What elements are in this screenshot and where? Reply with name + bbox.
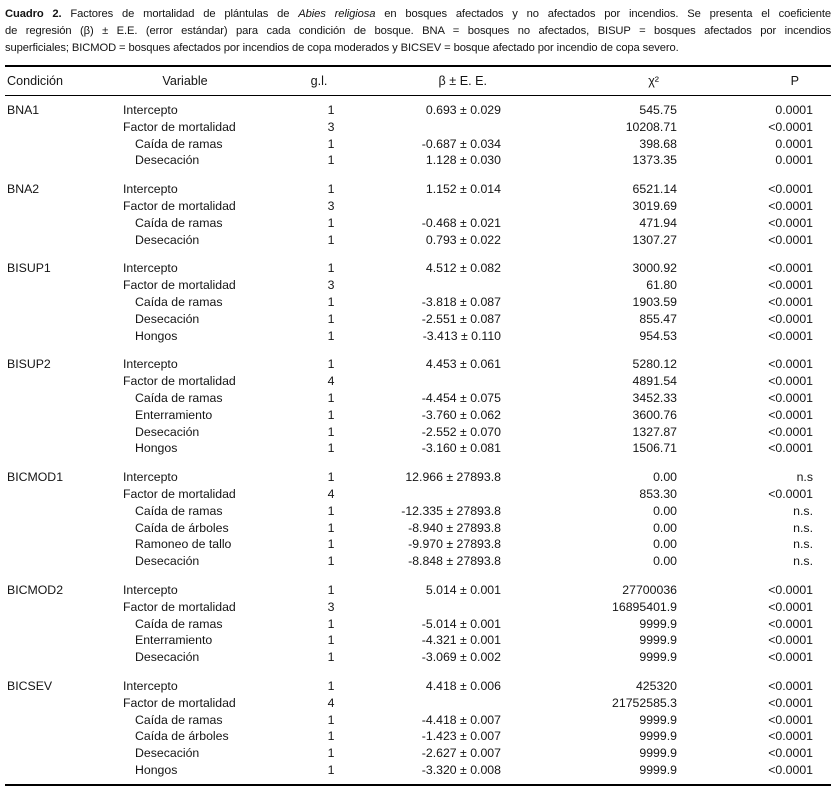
table-section-bisup2 xyxy=(5,356,831,457)
cell-chi-square: 9999.9 xyxy=(639,633,677,648)
cell-chi-square: 471.94 xyxy=(639,215,677,230)
cell-beta-ee: 5.014 ± 0.001 xyxy=(425,582,501,597)
cell-chi-square: 954.53 xyxy=(639,328,677,343)
cell-chi-square: 1903.59 xyxy=(632,294,677,309)
cell-p: <0.0001 xyxy=(768,441,813,456)
cell-gl: 3 xyxy=(327,278,335,293)
cell-beta-ee: -3.320 ± 0.008 xyxy=(421,762,501,777)
cell-beta-ee: -5.014 ± 0.001 xyxy=(421,616,501,631)
col-header-gl: g.l. xyxy=(310,74,328,88)
cell-gl: 1 xyxy=(327,746,335,761)
cell-variable: Caída de ramas xyxy=(135,712,223,727)
cell-beta-ee xyxy=(355,373,515,390)
table-row xyxy=(5,136,831,153)
cell-p: <0.0001 xyxy=(768,407,813,422)
cell-gl: 4 xyxy=(327,374,335,389)
cell-beta-ee xyxy=(355,486,515,503)
cell-condition xyxy=(5,745,115,762)
cell-gl: 1 xyxy=(327,537,335,552)
cell-beta-ee xyxy=(355,695,515,712)
data-table xyxy=(5,65,831,786)
cell-condition: BICMOD2 xyxy=(7,582,64,597)
cell-variable: Desecación xyxy=(135,554,200,569)
cell-gl: 1 xyxy=(327,407,335,422)
col-header-condicion: Condición xyxy=(7,74,64,88)
col-header-chi-square: χ² xyxy=(648,74,659,88)
cell-beta-ee: -0.468 ± 0.021 xyxy=(421,215,501,230)
caption-line-1 xyxy=(5,6,831,23)
cell-beta-ee xyxy=(355,198,515,215)
table-row xyxy=(5,762,831,779)
cell-variable: Ramoneo de tallo xyxy=(135,537,232,552)
table-row xyxy=(5,712,831,729)
cell-condition xyxy=(5,373,115,390)
cell-p: <0.0001 xyxy=(768,424,813,439)
cell-condition: BISUP1 xyxy=(7,261,51,276)
cell-p: n.s. xyxy=(793,554,813,569)
cell-variable: Factor de mortalidad xyxy=(123,198,236,213)
cell-chi-square: 853.30 xyxy=(639,486,677,501)
cell-beta-ee: 4.512 ± 0.082 xyxy=(425,261,501,276)
table-row xyxy=(5,503,831,520)
cell-beta-ee: -3.069 ± 0.002 xyxy=(421,650,501,665)
col-header-beta-ee: β ± E. E. xyxy=(438,74,487,88)
table-section-bna1 xyxy=(5,102,831,169)
cell-p: <0.0001 xyxy=(768,311,813,326)
cell-chi-square: 3000.92 xyxy=(632,261,677,276)
caption-text: Factores de mortalidad de plántulas de xyxy=(61,8,299,20)
cell-gl: 1 xyxy=(327,520,335,535)
cell-chi-square: 9999.9 xyxy=(639,746,677,761)
cell-p: <0.0001 xyxy=(768,215,813,230)
cell-condition xyxy=(5,712,115,729)
table-row xyxy=(5,469,831,486)
cell-beta-ee: -4.321 ± 0.001 xyxy=(421,633,501,648)
cell-chi-square: 0.00 xyxy=(653,520,677,535)
cell-chi-square: 9999.9 xyxy=(639,712,677,727)
cell-gl: 1 xyxy=(327,729,335,744)
cell-variable: Factor de mortalidad xyxy=(123,278,236,293)
cell-condition xyxy=(5,503,115,520)
cell-beta-ee: -8.940 ± 27893.8 xyxy=(408,520,501,535)
cell-variable: Intercepto xyxy=(123,103,178,117)
cell-gl: 1 xyxy=(327,678,335,693)
table-row xyxy=(5,198,831,215)
cell-p: n.s xyxy=(796,470,813,485)
cell-gl: 1 xyxy=(327,582,335,597)
cell-p: <0.0001 xyxy=(768,582,813,597)
table-row xyxy=(5,407,831,424)
cell-condition xyxy=(5,599,115,616)
cell-p: 0.0001 xyxy=(775,153,813,168)
cell-p: <0.0001 xyxy=(768,328,813,343)
cell-chi-square: 9999.9 xyxy=(639,616,677,631)
cell-gl: 1 xyxy=(327,357,335,372)
cell-condition xyxy=(5,119,115,136)
table-row xyxy=(5,232,831,249)
cell-condition xyxy=(5,407,115,424)
cell-variable: Caída de ramas xyxy=(135,294,223,309)
cell-gl: 4 xyxy=(327,486,335,501)
cell-gl: 1 xyxy=(327,182,335,197)
cell-condition xyxy=(5,390,115,407)
table-row xyxy=(5,695,831,712)
cell-beta-ee: 4.453 ± 0.061 xyxy=(425,357,501,372)
cell-gl: 1 xyxy=(327,328,335,343)
cell-variable: Desecación xyxy=(135,153,200,168)
cell-condition: BICSEV xyxy=(7,678,53,693)
cell-beta-ee: -3.413 ± 0.110 xyxy=(422,328,501,343)
cell-chi-square: 1307.27 xyxy=(632,232,677,247)
cell-condition: BISUP2 xyxy=(7,357,51,372)
cell-chi-square: 27700036 xyxy=(622,582,677,597)
cell-p: <0.0001 xyxy=(768,762,813,777)
cell-condition xyxy=(5,152,115,169)
cell-condition xyxy=(5,649,115,666)
cell-gl: 3 xyxy=(327,198,335,213)
cell-beta-ee: 4.418 ± 0.006 xyxy=(425,678,501,693)
cell-chi-square: 3452.33 xyxy=(632,390,677,405)
cell-variable: Desecación xyxy=(135,232,200,247)
cell-gl: 1 xyxy=(327,153,335,168)
cell-variable: Factor de mortalidad xyxy=(123,374,236,389)
cell-chi-square: 1327.87 xyxy=(632,424,677,439)
cell-variable: Desecación xyxy=(135,424,200,439)
cell-beta-ee xyxy=(355,119,515,136)
table-row xyxy=(5,440,831,457)
table-header-row xyxy=(5,67,831,96)
cell-p: <0.0001 xyxy=(768,232,813,247)
cell-condition xyxy=(5,294,115,311)
table-row xyxy=(5,311,831,328)
cell-beta-ee: -4.418 ± 0.007 xyxy=(421,712,501,727)
cell-condition xyxy=(5,762,115,779)
table-row xyxy=(5,294,831,311)
caption-label: Cuadro 2. xyxy=(5,8,62,20)
cell-beta-ee: 1.152 ± 0.014 xyxy=(425,182,501,197)
cell-beta-ee xyxy=(355,599,515,616)
cell-beta-ee: 12.966 ± 27893.8 xyxy=(405,470,501,485)
cell-chi-square: 0.00 xyxy=(653,537,677,552)
cell-gl: 4 xyxy=(327,695,335,710)
table-row xyxy=(5,356,831,373)
cell-chi-square: 16895401.9 xyxy=(612,599,677,614)
cell-chi-square: 545.75 xyxy=(639,103,677,117)
cell-condition: BNA2 xyxy=(7,182,40,197)
table-row xyxy=(5,649,831,666)
cell-variable: Caída de ramas xyxy=(135,503,223,518)
cell-gl: 1 xyxy=(327,441,335,456)
cell-condition xyxy=(5,311,115,328)
cell-chi-square: 3600.76 xyxy=(632,407,677,422)
cell-gl: 3 xyxy=(327,599,335,614)
cell-p: <0.0001 xyxy=(768,650,813,665)
cell-p: <0.0001 xyxy=(768,294,813,309)
cell-chi-square: 398.68 xyxy=(639,136,677,151)
cell-p: <0.0001 xyxy=(768,633,813,648)
col-header-p: P xyxy=(790,74,799,88)
cell-beta-ee xyxy=(355,277,515,294)
caption-line-2: de regresión (β) ± E.E. (error estándar) para cada condición de bosque. BNA = bosques no afectados, BISUP = bosques afectados por incendios xyxy=(5,25,831,37)
table-section-bisup1 xyxy=(5,260,831,344)
table-row xyxy=(5,582,831,599)
cell-chi-square: 61.80 xyxy=(646,278,677,293)
cell-beta-ee: -3.760 ± 0.062 xyxy=(421,407,501,422)
table-body xyxy=(5,96,831,784)
table-section-bicsev xyxy=(5,678,831,779)
cell-gl: 1 xyxy=(327,311,335,326)
cell-chi-square: 9999.9 xyxy=(639,650,677,665)
table-section-bicmod1 xyxy=(5,469,831,570)
cell-chi-square: 9999.9 xyxy=(639,729,677,744)
cell-condition: BICMOD1 xyxy=(7,470,64,485)
cell-chi-square: 0.00 xyxy=(653,554,677,569)
cell-condition xyxy=(5,536,115,553)
cell-gl: 1 xyxy=(327,390,335,405)
cell-beta-ee: -2.552 ± 0.070 xyxy=(421,424,501,439)
cell-chi-square: 3019.69 xyxy=(632,198,677,213)
cell-p: <0.0001 xyxy=(768,616,813,631)
cell-variable: Enterramiento xyxy=(135,633,213,648)
species-name: Abies religiosa xyxy=(298,8,376,20)
cell-variable: Factor de mortalidad xyxy=(123,486,236,501)
table-row xyxy=(5,520,831,537)
cell-beta-ee: -3.818 ± 0.087 xyxy=(421,294,501,309)
cell-variable: Desecación xyxy=(135,650,200,665)
cell-condition xyxy=(5,553,115,570)
table-row xyxy=(5,424,831,441)
cell-condition xyxy=(5,232,115,249)
cell-condition xyxy=(5,632,115,649)
cell-beta-ee: 0.693 ± 0.029 xyxy=(425,103,501,117)
cell-p: <0.0001 xyxy=(768,599,813,614)
cell-gl: 1 xyxy=(327,103,335,117)
cell-variable: Intercepto xyxy=(123,470,178,485)
cell-variable: Caída de ramas xyxy=(135,616,223,631)
cell-beta-ee: -2.551 ± 0.087 xyxy=(421,311,501,326)
cell-chi-square: 855.47 xyxy=(639,311,677,326)
cell-gl: 3 xyxy=(327,119,335,134)
table-row xyxy=(5,728,831,745)
cell-chi-square: 5280.12 xyxy=(632,357,677,372)
cell-p: <0.0001 xyxy=(768,712,813,727)
cell-variable: Intercepto xyxy=(123,678,178,693)
cell-gl: 1 xyxy=(327,136,335,151)
table-row xyxy=(5,215,831,232)
table-row xyxy=(5,632,831,649)
table-row xyxy=(5,328,831,345)
cell-variable: Hongos xyxy=(135,328,178,343)
cell-gl: 1 xyxy=(327,712,335,727)
cell-variable: Caída de ramas xyxy=(135,215,223,230)
cell-variable: Hongos xyxy=(135,762,178,777)
cell-chi-square: 9999.9 xyxy=(639,762,677,777)
cell-gl: 1 xyxy=(327,616,335,631)
cell-variable: Desecación xyxy=(135,311,200,326)
cell-p: <0.0001 xyxy=(768,486,813,501)
cell-p: n.s. xyxy=(793,520,813,535)
cell-beta-ee: -2.627 ± 0.007 xyxy=(421,746,501,761)
cell-chi-square: 0.00 xyxy=(653,503,677,518)
cell-variable: Factor de mortalidad xyxy=(123,695,236,710)
cell-p: n.s. xyxy=(793,503,813,518)
table-row xyxy=(5,390,831,407)
cell-chi-square: 0.00 xyxy=(653,470,677,485)
table-section-bna2 xyxy=(5,181,831,248)
table-row xyxy=(5,536,831,553)
table-row xyxy=(5,616,831,633)
cell-chi-square: 1373.35 xyxy=(632,153,677,168)
table-caption xyxy=(5,6,831,57)
cell-p: 0.0001 xyxy=(775,103,813,117)
table-row xyxy=(5,260,831,277)
cell-p: <0.0001 xyxy=(768,746,813,761)
cell-variable: Intercepto xyxy=(123,261,178,276)
cell-variable: Intercepto xyxy=(123,182,178,197)
cell-variable: Caída de ramas xyxy=(135,136,223,151)
cell-variable: Intercepto xyxy=(123,582,178,597)
table-row xyxy=(5,102,831,119)
cell-p: <0.0001 xyxy=(768,374,813,389)
cell-p: <0.0001 xyxy=(768,261,813,276)
cell-condition xyxy=(5,328,115,345)
cell-gl: 1 xyxy=(327,650,335,665)
cell-gl: 1 xyxy=(327,503,335,518)
cell-p: <0.0001 xyxy=(768,278,813,293)
cell-condition xyxy=(5,728,115,745)
cell-p: <0.0001 xyxy=(768,390,813,405)
cell-beta-ee: -0.687 ± 0.034 xyxy=(421,136,501,151)
cell-chi-square: 1506.71 xyxy=(632,441,677,456)
cell-gl: 1 xyxy=(327,554,335,569)
cell-p: <0.0001 xyxy=(768,198,813,213)
table-row xyxy=(5,373,831,390)
cell-p: <0.0001 xyxy=(768,729,813,744)
cell-condition xyxy=(5,486,115,503)
cell-variable: Factor de mortalidad xyxy=(123,119,236,134)
cell-variable: Factor de mortalidad xyxy=(123,599,236,614)
cell-condition xyxy=(5,695,115,712)
cell-beta-ee: -8.848 ± 27893.8 xyxy=(408,554,501,569)
cell-p: 0.0001 xyxy=(775,136,813,151)
cell-condition xyxy=(5,520,115,537)
cell-gl: 1 xyxy=(327,762,335,777)
cell-chi-square: 21752585.3 xyxy=(612,695,677,710)
table-row xyxy=(5,486,831,503)
cell-variable: Caída de ramas xyxy=(135,390,223,405)
cell-variable: Enterramiento xyxy=(135,407,213,422)
cell-p: n.s. xyxy=(793,537,813,552)
cell-variable: Caída de árboles xyxy=(135,729,229,744)
table-row xyxy=(5,181,831,198)
cell-gl: 1 xyxy=(327,633,335,648)
table-row xyxy=(5,277,831,294)
cell-p: <0.0001 xyxy=(768,695,813,710)
cell-beta-ee: 1.128 ± 0.030 xyxy=(425,153,501,168)
cell-gl: 1 xyxy=(327,261,335,276)
cell-gl: 1 xyxy=(327,294,335,309)
table-row xyxy=(5,152,831,169)
cell-variable: Intercepto xyxy=(123,357,178,372)
cell-gl: 1 xyxy=(327,215,335,230)
cell-variable: Caída de árboles xyxy=(135,520,229,535)
cell-beta-ee: -12.335 ± 27893.8 xyxy=(401,503,501,518)
cell-p: <0.0001 xyxy=(768,119,813,134)
col-header-variable: Variable xyxy=(162,74,208,88)
table-section-bicmod2 xyxy=(5,582,831,666)
cell-variable: Hongos xyxy=(135,441,178,456)
cell-p: <0.0001 xyxy=(768,182,813,197)
cell-gl: 1 xyxy=(327,470,335,485)
cell-p: <0.0001 xyxy=(768,678,813,693)
cell-variable: Desecación xyxy=(135,746,200,761)
caption-text: en bosques afectados y no afectados por incendios. Se presenta el coeficiente xyxy=(375,8,831,20)
table-row xyxy=(5,599,831,616)
table-row xyxy=(5,119,831,136)
cell-condition xyxy=(5,136,115,153)
cell-condition xyxy=(5,215,115,232)
cell-beta-ee: -4.454 ± 0.075 xyxy=(421,390,501,405)
table-row xyxy=(5,745,831,762)
cell-condition xyxy=(5,440,115,457)
cell-beta-ee: -9.970 ± 27893.8 xyxy=(408,537,501,552)
cell-p: <0.0001 xyxy=(768,357,813,372)
table-row xyxy=(5,553,831,570)
cell-chi-square: 6521.14 xyxy=(632,182,677,197)
table-row xyxy=(5,678,831,695)
cell-beta-ee: -1.423 ± 0.007 xyxy=(421,729,501,744)
cell-chi-square: 10208.71 xyxy=(625,119,677,134)
cell-condition xyxy=(5,616,115,633)
cell-chi-square: 425320 xyxy=(635,678,677,693)
cell-condition xyxy=(5,198,115,215)
cell-gl: 1 xyxy=(327,424,335,439)
cell-condition xyxy=(5,424,115,441)
cell-gl: 1 xyxy=(327,232,335,247)
caption-line-3: superficiales; BICMOD = bosques afectados por incendios de copa moderados y BICSEV = bosque afectado por incendio de copa severo. xyxy=(5,42,679,54)
cell-chi-square: 4891.54 xyxy=(632,374,677,389)
cell-beta-ee: -3.160 ± 0.081 xyxy=(421,441,501,456)
cell-beta-ee: 0.793 ± 0.022 xyxy=(425,232,501,247)
cell-condition xyxy=(5,277,115,294)
cell-condition: BNA1 xyxy=(7,103,40,117)
